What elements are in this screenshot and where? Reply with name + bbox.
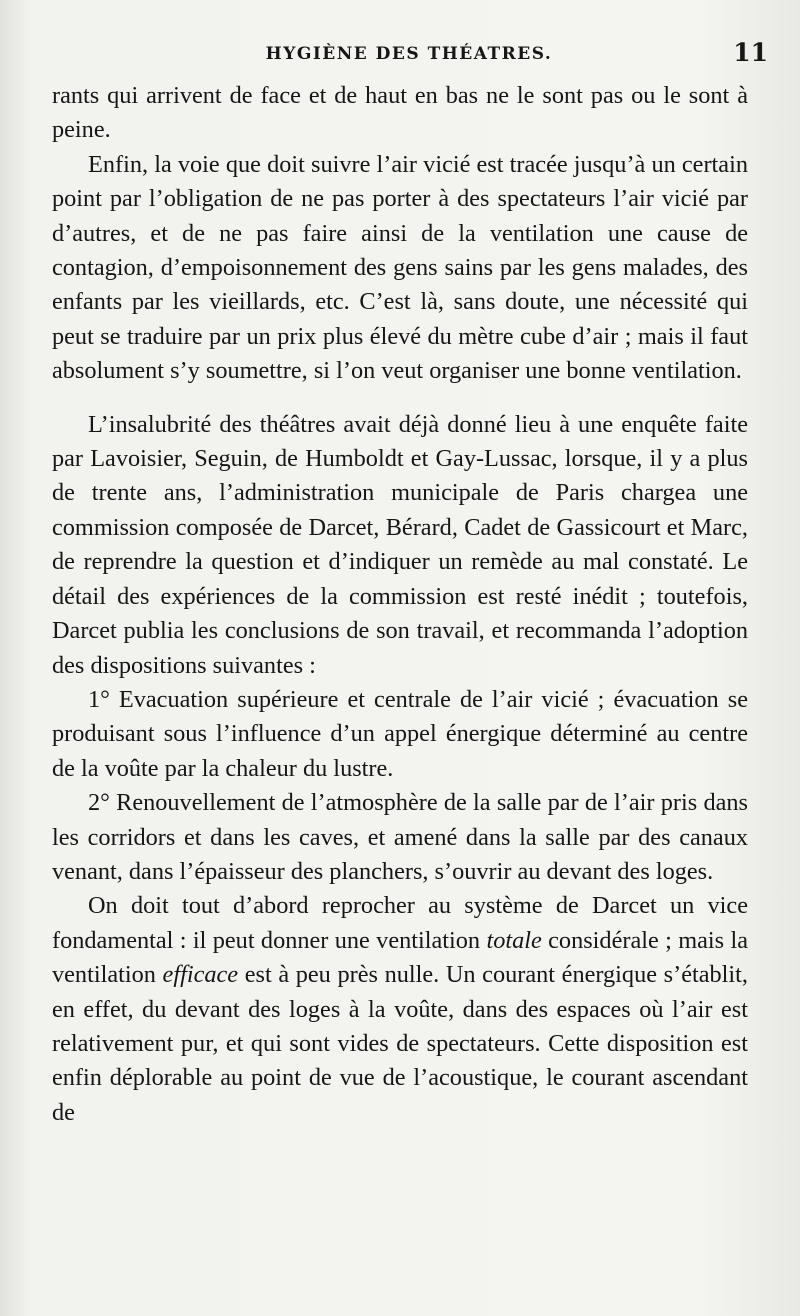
- critique-emphasis-efficace: efficace: [162, 961, 239, 989]
- paragraph-air-path: Enfin, la voie que doit suivre l’air vicié est tracée jusqu’à un certain point par l’obligation de ne pas porter à des spectateurs l’air vicié par d’autres, et de ne pas faire ainsi de la ventilation une cause de contagion, d’empoisonnement des gens sains par les gens malades, des enfants par les vieillards, etc. C’est là, sans doute, une nécessité qui peut se traduire par un prix plus élevé du mètre cube d’air ; mais il faut absolument s’y soumettre, si l’on veut organiser une bonne ventilation.: [52, 150, 748, 385]
- body-text: [52, 79, 748, 1130]
- critique-emphasis-totale: totale: [486, 926, 542, 954]
- paragraph-critique: [52, 889, 748, 1130]
- paragraph-disposition-2: 2° Renouvellement de l’atmosphère de la salle par de l’air pris dans les corridors et dans les caves, et amené dans la salle par des canaux venant, dans l’épaisseur des planchers, s’ouvrir au devant des loges.: [52, 789, 748, 885]
- running-title: HYGIÈNE DES THÉATRES.: [265, 44, 553, 64]
- page-header: [50, 38, 768, 78]
- page-number: 11: [733, 38, 768, 67]
- paragraph-disposition-1: 1° Evacuation supérieure et centrale de l’air vicié ; évacuation se produisant sous l’influence d’un appel énergique déterminé au centre de la voûte par la chaleur du lustre.: [52, 685, 748, 782]
- critique-text-2: considérale ; mais la ventilation: [52, 926, 748, 989]
- paragraph-commission: L’insalubrité des théâtres avait déjà donné lieu à une enquête faite par Lavoisier, Seguin, de Humboldt et Gay-Lussac, lorsque, il y a plus de trente ans, l’administration municipale de Paris chargea une commission composée de Darcet, Bérard, Cadet de Gassicourt et Marc, de reprendre la question et d’indiquer un remède au mal constaté. Le détail des expériences de la commission est resté inédit ; toutefois, Darcet publia les conclusions de son travail, et recommanda l’adoption des dispositions suivantes :: [52, 410, 748, 679]
- critique-text-3: est à peu près nulle. Un courant énergique s’établit, en effet, du devant des loges à la voûte, dans des espaces où l’air est relativement pur, et qui sont vides de spectateurs. Cette disposition est enfin déplorable au point de vue de l’acoustique, le courant ascendant de: [52, 961, 748, 1126]
- critique-text-1: On doit tout d’abord reprocher au système de Darcet un vice fondamental : il peut donner une ventilation: [52, 892, 748, 954]
- paragraph-continuation: rants qui arrivent de face et de haut en bas ne le sont pas ou le sont à peine.: [52, 82, 748, 144]
